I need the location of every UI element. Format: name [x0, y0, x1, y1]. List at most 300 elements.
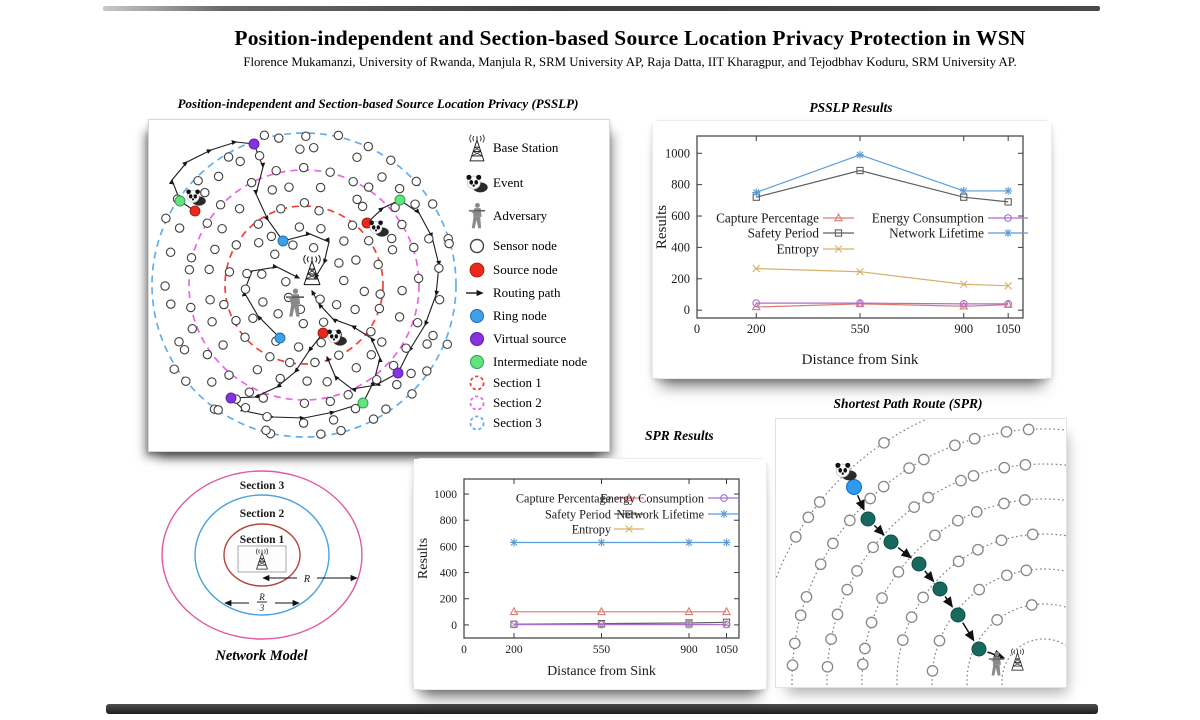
sensor-node — [950, 440, 960, 450]
sensor-node — [879, 438, 889, 448]
sensor-node — [972, 507, 982, 517]
sensor-node — [1021, 565, 1031, 575]
sensor-node — [245, 388, 253, 396]
legend-item-section-3 — [461, 413, 607, 433]
svg-text:900: 900 — [954, 322, 974, 336]
sensor-node — [801, 592, 811, 602]
sensor-node — [796, 610, 806, 620]
top-window-bar — [103, 6, 1100, 11]
sensor-node — [906, 612, 916, 622]
sensor-node — [393, 380, 401, 388]
sensor-node — [235, 205, 243, 213]
sensor-node — [375, 304, 383, 312]
sensor-node — [898, 635, 908, 645]
sensor-node — [271, 250, 279, 258]
spr-results-chart-panel — [413, 458, 767, 690]
authors-line: Florence Mukamanzi, University of Rwanda, Manjula R, SRM University AP, Raja Datta, IIT Kharagpur, and Tejodbhav Koduru, SRM University AP. — [243, 55, 1017, 69]
sensor-node — [299, 419, 307, 427]
legend-item-adversary — [461, 198, 607, 234]
sensor-node — [241, 333, 249, 341]
hop-node — [972, 642, 986, 656]
sensor-node — [360, 287, 368, 295]
sensor-node — [956, 475, 966, 485]
svg-text:Energy Consumption: Energy Consumption — [600, 491, 704, 506]
legend-item-section-2 — [461, 393, 607, 413]
svg-text:200: 200 — [746, 322, 766, 336]
sensor-node — [180, 346, 188, 354]
svg-text:1050: 1050 — [995, 322, 1021, 336]
sensor-node — [388, 234, 396, 242]
sensor-node — [374, 260, 382, 268]
svg-text:Network Lifetime: Network Lifetime — [616, 507, 704, 522]
sensor-node — [187, 254, 195, 262]
hop-node — [912, 557, 926, 571]
adversary-icon — [461, 202, 493, 230]
sensor-node — [275, 134, 283, 142]
sensor-node — [319, 318, 327, 326]
sensor-node — [258, 270, 266, 278]
sensor-node — [254, 220, 262, 228]
sensor-node — [300, 199, 308, 207]
svg-text:200: 200 — [505, 644, 523, 656]
svg-text:Safety Period: Safety Period — [747, 225, 819, 241]
base-station-icon — [461, 133, 493, 163]
legend-item-ring-node — [461, 304, 607, 327]
svg-text:Distance from Sink: Distance from Sink — [547, 664, 656, 679]
sensor-node — [201, 188, 209, 196]
sensor-node — [953, 515, 963, 525]
sensor-node — [236, 157, 244, 165]
sensor-node — [340, 276, 348, 284]
svg-text:Capture Percentage: Capture Percentage — [716, 210, 819, 226]
legend-item-event — [461, 168, 607, 198]
sensor-node — [206, 296, 214, 304]
sensor-node — [999, 498, 1009, 508]
sensor-node — [300, 399, 308, 407]
sensor-node — [365, 183, 373, 191]
sensor-node — [286, 358, 294, 366]
svg-text:Energy Consumption: Energy Consumption — [871, 210, 984, 226]
legend-label: Adversary — [493, 208, 548, 223]
sensor-node — [225, 268, 233, 276]
sensor-node — [311, 358, 319, 366]
sensor-node — [429, 331, 437, 339]
legend-label: Event — [493, 175, 524, 190]
sensor-node — [909, 502, 919, 512]
sensor-node — [194, 177, 202, 185]
sensor-node — [791, 532, 801, 542]
sensor-node — [211, 245, 219, 253]
sensor-node — [267, 232, 275, 240]
svg-text:200: 200 — [439, 593, 457, 606]
svg-text:400: 400 — [671, 240, 690, 255]
sensor-node — [367, 351, 375, 359]
svg-text:Entropy: Entropy — [571, 522, 611, 537]
sensor-node — [161, 282, 169, 290]
intermediate-node — [395, 195, 405, 205]
ring-node — [278, 236, 288, 246]
sensor-node — [790, 638, 800, 648]
sensor-node — [337, 426, 345, 434]
sensor-node — [787, 660, 797, 670]
legend-item-sensor-node — [461, 234, 607, 258]
sensor-node — [224, 153, 232, 161]
legend-label: Virtual source — [493, 330, 567, 346]
sensor-node — [262, 426, 270, 434]
sensor-node — [167, 300, 175, 308]
hop-node — [861, 512, 875, 526]
sensor-node — [845, 515, 855, 525]
sensor-node — [259, 394, 267, 402]
sensor-node — [175, 224, 183, 232]
svg-text:400: 400 — [439, 567, 457, 580]
sensor-node — [323, 378, 331, 386]
sensor-node — [364, 142, 372, 150]
sensor-node — [317, 339, 325, 347]
sensor-node — [927, 666, 937, 676]
sensor-node — [423, 340, 431, 348]
sensor-node — [310, 144, 318, 152]
sensor-node — [402, 344, 410, 352]
sensor-node — [930, 530, 940, 540]
sensor-node — [973, 545, 983, 555]
sensor-node — [969, 434, 979, 444]
sensor-node — [348, 221, 356, 229]
legend-item-routing-path — [461, 282, 607, 304]
sensor-node — [395, 184, 403, 192]
legend-label: Sensor node — [493, 238, 557, 253]
spr-diagram-title: Shortest Path Route (SPR) — [833, 396, 983, 411]
intermediate-node — [175, 196, 185, 206]
sensor-node — [335, 259, 343, 267]
sensor-node — [241, 404, 249, 412]
sensor-node — [999, 463, 1009, 473]
sensor-node — [1001, 427, 1011, 437]
page-title: Position-independent and Section-based Source Location Privacy Protection in WSN — [234, 26, 1026, 50]
sensor-node — [166, 248, 174, 256]
svg-text:550: 550 — [850, 322, 870, 336]
legend-label: Section 1 — [493, 375, 542, 390]
sensor-node — [175, 338, 183, 346]
ring-node-icon — [461, 307, 493, 325]
sensor-node — [365, 237, 373, 245]
sensor-node — [353, 153, 361, 161]
legend-item-virtual-source — [461, 327, 607, 350]
section-2-icon — [461, 394, 493, 412]
sensor-node — [315, 207, 323, 215]
sensor-node — [296, 145, 304, 153]
sensor-node — [268, 186, 276, 194]
sensor-node — [332, 301, 340, 309]
sensor-node — [208, 318, 216, 326]
sensor-node — [272, 167, 280, 175]
legend-item-base-station — [461, 128, 607, 168]
sensor-node — [974, 584, 984, 594]
source-ring-node — [847, 480, 862, 495]
sensor-node — [803, 512, 813, 522]
sensor-node — [255, 152, 263, 160]
legend-item-section-1 — [461, 373, 607, 393]
svg-text:800: 800 — [671, 177, 690, 192]
sensor-node — [303, 377, 311, 385]
sensor-node — [407, 369, 415, 377]
virtual-source-node — [249, 139, 259, 149]
sensor-node — [435, 296, 443, 304]
svg-text:Network Lifetime: Network Lifetime — [889, 225, 984, 241]
section-3-icon — [461, 414, 493, 432]
legend-label: Section 3 — [493, 415, 542, 430]
sensor-node — [203, 350, 211, 358]
sensor-node — [249, 314, 257, 322]
sensor-node — [378, 173, 386, 181]
network-model-caption: Network Model — [215, 648, 308, 664]
sensor-node — [219, 341, 227, 349]
source-node-icon — [461, 261, 493, 279]
svg-text:600: 600 — [671, 209, 690, 224]
sensor-node — [1023, 424, 1033, 434]
sensor-node — [243, 269, 251, 277]
sensor-node — [205, 265, 213, 273]
legend-label: Base Station — [493, 140, 559, 155]
sensor-node — [266, 353, 274, 361]
sensor-node — [815, 497, 825, 507]
sensor-node — [326, 168, 334, 176]
sensor-node — [435, 264, 443, 272]
sensor-node — [182, 377, 190, 385]
sensor-node — [255, 239, 263, 247]
sensor-node — [826, 634, 836, 644]
svg-text:R: R — [303, 574, 311, 585]
sensor-node — [868, 542, 878, 552]
sensor-node — [188, 325, 196, 333]
psslp-results-chart — [653, 121, 1051, 378]
sensor-node — [344, 391, 352, 399]
sensor-node — [1020, 460, 1030, 470]
sensor-node — [247, 178, 255, 186]
sensor-node — [203, 219, 211, 227]
intermediate-node — [358, 398, 368, 408]
legend-label: Routing path — [493, 285, 561, 300]
legend-label: Source node — [493, 262, 558, 277]
svg-text:Results: Results — [416, 537, 431, 580]
sensor-node — [923, 492, 933, 502]
sensor-node — [992, 615, 1002, 625]
sensor-node — [1020, 495, 1030, 505]
sensor-node — [832, 609, 842, 619]
sensor-node — [170, 365, 178, 373]
sensor-node — [300, 163, 308, 171]
legend-label: Ring node — [493, 307, 547, 323]
network-model-figure — [157, 462, 367, 652]
sensor-node — [968, 471, 978, 481]
section-1-icon — [461, 374, 493, 392]
legend-item-intermediate-node — [461, 350, 607, 373]
sensor-node — [860, 643, 870, 653]
sensor-node — [934, 636, 944, 646]
ring-node — [275, 333, 285, 343]
svg-text:Section 3: Section 3 — [239, 480, 285, 492]
sensor-node — [277, 205, 285, 213]
sensor-node-icon — [461, 237, 493, 255]
sensor-node — [241, 285, 249, 293]
sensor-node — [398, 286, 406, 294]
sensor-node — [842, 584, 852, 594]
sensor-node — [299, 319, 307, 327]
sensor-node — [395, 313, 403, 321]
svg-text:Capture Percentage: Capture Percentage — [515, 491, 611, 506]
source-node — [318, 328, 328, 338]
virtual-source-node — [226, 393, 236, 403]
sensor-node — [316, 183, 324, 191]
sensor-node — [358, 202, 366, 210]
sensor-node — [852, 566, 862, 576]
sensor-node — [295, 223, 303, 231]
sensor-node — [353, 195, 361, 203]
sensor-node — [382, 405, 390, 413]
svg-text:900: 900 — [680, 644, 698, 656]
sensor-node — [373, 376, 381, 384]
sensor-node — [414, 274, 422, 282]
svg-text:600: 600 — [439, 541, 457, 554]
sensor-node — [329, 416, 337, 424]
sensor-node — [208, 378, 216, 386]
sensor-node — [214, 172, 222, 180]
sensor-node — [317, 430, 325, 438]
sensor-node — [187, 303, 195, 311]
spr-results-title: SPR Results — [645, 428, 714, 443]
sensor-node — [429, 200, 437, 208]
svg-text:1050: 1050 — [715, 644, 738, 656]
sensor-node — [335, 351, 343, 359]
sensor-node — [334, 131, 342, 139]
sensor-node — [263, 413, 271, 421]
svg-text:Safety Period: Safety Period — [544, 507, 611, 522]
hop-node — [933, 582, 947, 596]
sensor-node — [996, 535, 1006, 545]
spr-results-chart — [414, 459, 766, 689]
virtual-source-icon — [461, 330, 493, 348]
legend-label: Intermediate node — [493, 353, 588, 369]
sensor-node — [294, 343, 302, 351]
sensor-node — [398, 220, 406, 228]
sensor-node — [302, 132, 310, 140]
sensor-node — [445, 239, 453, 247]
source-node — [190, 206, 200, 216]
sensor-node — [317, 225, 325, 233]
sensor-node — [919, 454, 929, 464]
sensor-node — [410, 243, 418, 251]
sensor-node — [289, 241, 297, 249]
sensor-node — [413, 319, 421, 327]
sensor-node — [425, 235, 433, 243]
sensor-node — [185, 266, 193, 274]
sensor-node — [816, 559, 826, 569]
sensor-node — [352, 256, 360, 264]
sensor-node — [253, 366, 261, 374]
sensor-node — [865, 493, 875, 503]
sensor-node — [369, 415, 377, 423]
sensor-node — [822, 662, 832, 672]
sensor-node — [443, 340, 451, 348]
hop-node — [884, 535, 898, 549]
svg-text:3: 3 — [259, 603, 265, 613]
sensor-node — [879, 481, 889, 491]
sensor-node — [282, 278, 290, 286]
sensor-node — [918, 592, 928, 602]
svg-text:0: 0 — [693, 322, 701, 336]
sensor-node — [218, 225, 226, 233]
sensor-node — [225, 371, 233, 379]
sensor-node — [828, 538, 838, 548]
sensor-node — [232, 316, 240, 324]
svg-text:Results: Results — [654, 204, 670, 250]
bottom-window-bar — [106, 704, 1098, 714]
sensor-node — [367, 328, 375, 336]
svg-text:R: R — [259, 592, 265, 602]
sensor-node — [214, 406, 222, 414]
svg-text:800: 800 — [439, 515, 457, 528]
routing-path-icon — [461, 284, 493, 302]
spr-diagram-panel — [775, 418, 1067, 688]
svg-text:0: 0 — [461, 644, 467, 656]
sensor-node — [1028, 529, 1038, 539]
psslp-legend — [461, 128, 607, 433]
sensor-node — [162, 214, 170, 222]
legend-item-source-node — [461, 258, 607, 282]
svg-text:1000: 1000 — [434, 489, 457, 502]
psslp-results-chart-panel — [652, 120, 1052, 379]
svg-text:Entropy: Entropy — [776, 241, 819, 257]
sensor-node — [378, 338, 386, 346]
sensor-node — [352, 364, 360, 372]
sensor-node — [376, 290, 384, 298]
hop-node — [951, 608, 965, 622]
sensor-node — [877, 593, 887, 603]
sensor-node — [340, 237, 348, 245]
spr-route-figure — [776, 419, 1066, 687]
sensor-node — [953, 556, 963, 566]
event-icon — [461, 173, 493, 193]
legend-label: Section 2 — [493, 395, 542, 410]
sensor-node — [412, 177, 420, 185]
sensor-node — [351, 305, 359, 313]
sensor-node — [387, 156, 395, 164]
svg-text:0: 0 — [451, 619, 457, 632]
svg-text:0: 0 — [683, 303, 690, 318]
sensor-node — [408, 390, 416, 398]
svg-text:1000: 1000 — [665, 146, 690, 161]
sensor-node — [904, 463, 914, 473]
svg-text:Distance from Sink: Distance from Sink — [801, 352, 919, 368]
sensor-node — [309, 244, 317, 252]
sensor-node — [276, 374, 284, 382]
sensor-node — [1002, 570, 1012, 580]
sensor-node — [893, 567, 903, 577]
sensor-node — [232, 241, 240, 249]
intermediate-node-icon — [461, 353, 493, 371]
sensor-node — [259, 298, 267, 306]
sensor-node — [220, 300, 228, 308]
virtual-source-node — [393, 368, 403, 378]
svg-text:200: 200 — [671, 271, 690, 286]
sensor-node — [274, 310, 282, 318]
psslp-diagram-title: Position-independent and Section-based Source Location Privacy (PSSLP) — [177, 96, 579, 111]
sensor-node — [866, 617, 876, 627]
sensor-node — [260, 131, 268, 139]
psslp-results-title: PSSLP Results — [809, 100, 893, 115]
sensor-node — [858, 659, 868, 669]
sensor-node — [423, 367, 431, 375]
